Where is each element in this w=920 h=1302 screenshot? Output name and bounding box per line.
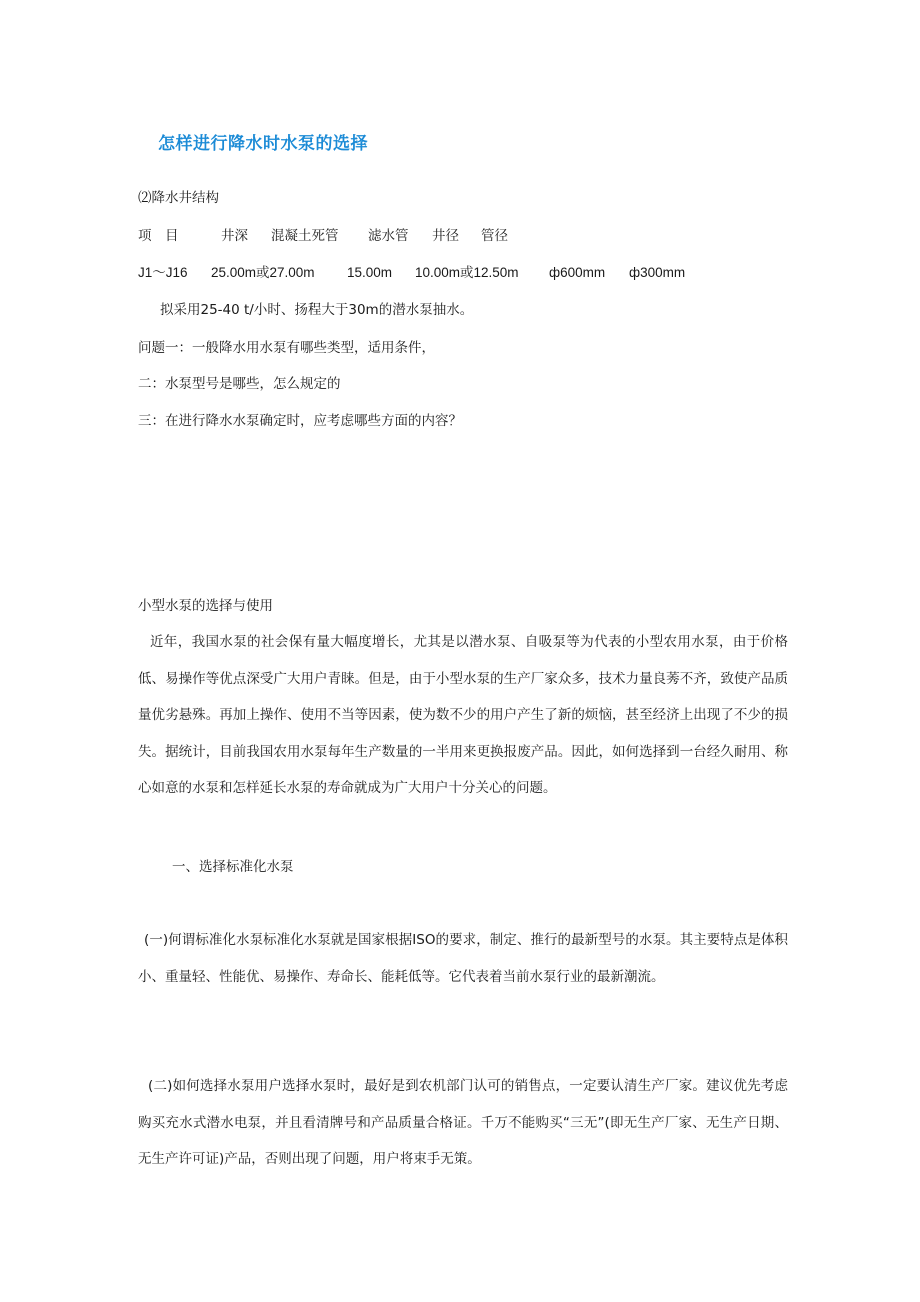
well-table-header [0, 226, 920, 246]
section-1-heading: 一、选择标准化水泵 [172, 859, 294, 875]
table-header-filter-pipe: 滤水管 [368, 228, 409, 244]
question-2: 二：水泵型号是哪些，怎么规定的 [138, 376, 341, 392]
pump-note: 拟采用25-40 t/小时、扬程大于30m的潜水泵抽水。 [160, 302, 474, 318]
document-title: 怎样进行降水时水泵的选择 [158, 134, 368, 154]
table-cell-depth: 25.00m或27.00m [211, 265, 315, 280]
article-heading: 小型水泵的选择与使用 [138, 598, 273, 614]
table-cell-range: J1～J16 [138, 265, 188, 280]
table-header-item: 项 目 [138, 228, 179, 244]
section-1-para-2: (二)如何选择水泵用户选择水泵时，最好是到农机部门认可的销售点，一定要认清生产厂家。建议优先考虑购买充水式潜水电泵，并且看清牌号和产品质量合格证。千万不能购买“三无”(即无生产厂家、无生产日期、无生产许可证)产品，否则出现了问题，用户将束手无策。 [138, 1078, 788, 1167]
table-cell-concrete-pipe: 15.00m [347, 265, 393, 280]
well-table-row [0, 263, 920, 283]
section-well-structure: ⑵降水井结构 [138, 190, 219, 206]
table-header-concrete-pipe: 混凝土死管 [271, 228, 339, 244]
table-header-pipe-diameter: 管径 [481, 228, 508, 244]
article-intro: 近年，我国水泵的社会保有量大幅度增长，尤其是以潜水泵、自吸泵等为代表的小型农用水泵，由于价格低、易操作等优点深受广大用户青睐。但是，由于小型水泵的生产厂家众多，技术力量良莠不齐，致使产品质量优劣悬殊。再加上操作、使用不当等因素，使为数不少的用户产生了新的烦恼，甚至经济上出现了不少的损失。据统计，目前我国农用水泵每年生产数量的一半用来更换报废产品。因此，如何选择到一台经久耐用、称心如意的水泵和怎样延长水泵的寿命就成为广大用户十分关心的问题。 [138, 634, 788, 796]
table-cell-well-diameter: ф600mm [549, 265, 606, 280]
question-1: 问题一：一般降水用水泵有哪些类型，适用条件， [138, 340, 435, 356]
table-cell-pipe-diameter: ф300mm [629, 265, 686, 280]
table-header-well-diameter: 井径 [432, 228, 459, 244]
question-3: 三：在进行降水水泵确定时，应考虑哪些方面的内容？ [138, 413, 462, 429]
table-header-depth: 井深 [221, 228, 248, 244]
section-1-para-1: (一)何谓标准化水泵标准化水泵就是国家根据ISO的要求，制定、推行的最新型号的水泵。其主要特点是体积小、重量轻、性能优、易操作、寿命长、能耗低等。它代表着当前水泵行业的最新潮流。 [138, 932, 788, 985]
table-cell-filter-pipe: 10.00m或12.50m [415, 265, 519, 280]
